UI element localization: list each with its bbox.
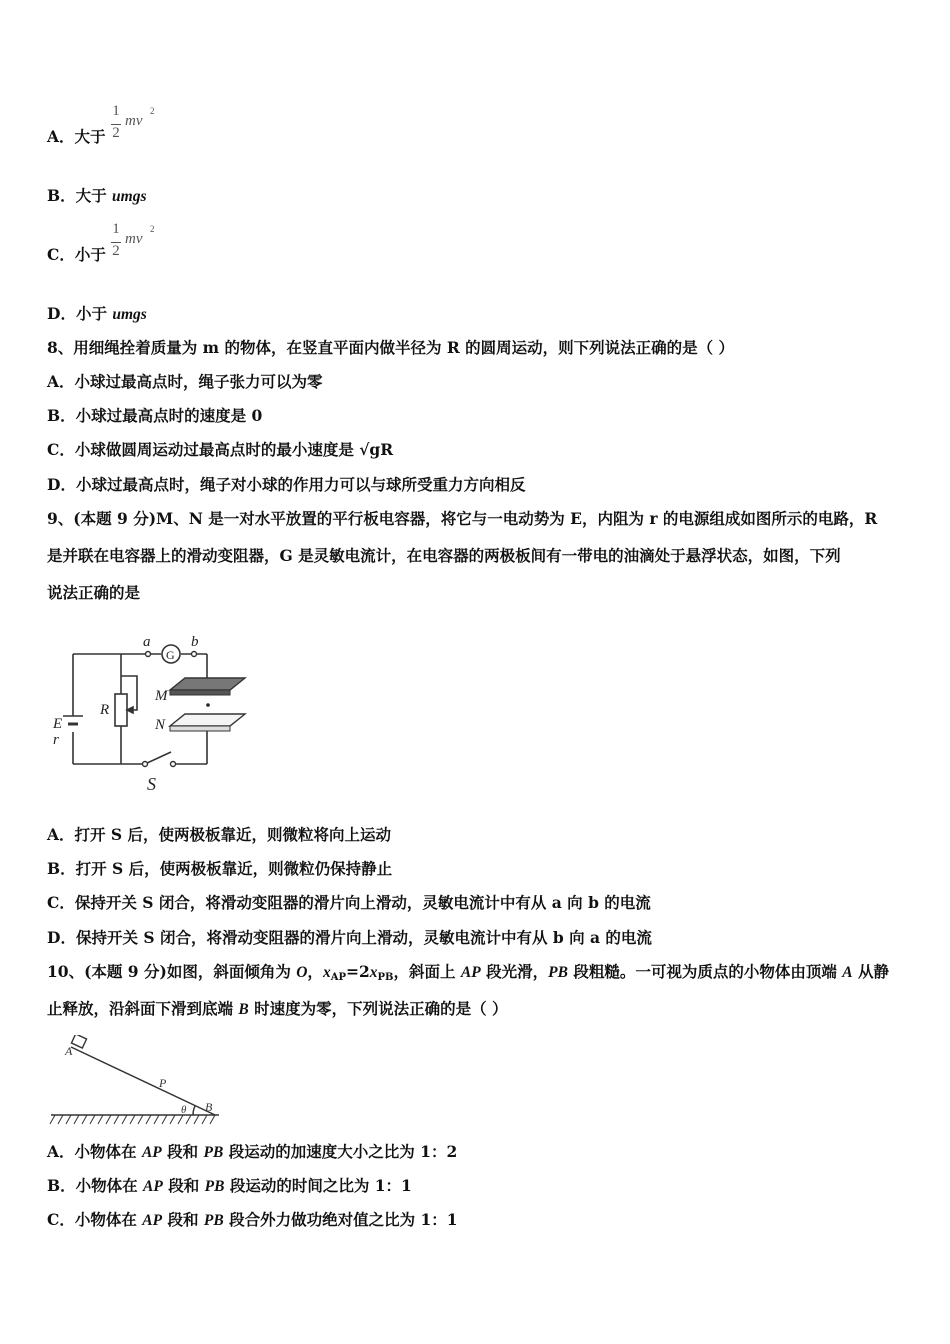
option-text: 打开 S 后，使两极板靠近，则微粒仍保持静止	[75, 859, 393, 878]
point-b: B	[238, 1001, 249, 1018]
option-text: 段和	[162, 1210, 204, 1229]
stem-text: ，斜面上	[393, 962, 461, 981]
option-label: B．	[47, 1176, 76, 1195]
q10-option-b[interactable]	[47, 1176, 412, 1197]
option-label: C．	[47, 1210, 75, 1229]
q7-option-a[interactable]	[47, 127, 106, 147]
capacitor-plate-m-top	[170, 678, 245, 690]
option-text: 段运动的加速度大小之比为 1：2	[223, 1142, 458, 1161]
q8-option-d[interactable]	[47, 475, 525, 495]
segment-ap: AP	[460, 964, 481, 981]
segment-pb: PB	[204, 1178, 225, 1195]
q7-option-c[interactable]	[47, 245, 106, 265]
label-n: N	[155, 717, 166, 733]
option-text: 小于	[74, 245, 106, 264]
label-g: G	[166, 648, 175, 662]
half-mv-squared-expression	[111, 103, 161, 148]
stem-text: 从静	[852, 962, 889, 981]
option-text: 段和	[161, 1142, 204, 1161]
q7-option-b[interactable]	[47, 186, 147, 207]
q10-stem-line-2	[47, 999, 508, 1020]
half-mv-squared-expression	[111, 221, 161, 266]
segment-ap: AP	[141, 1144, 162, 1161]
option-text: 小物体在	[74, 1142, 142, 1161]
fraction-denominator: 2	[112, 125, 120, 141]
q9-stem-line-3: 说法正确的是	[47, 583, 141, 602]
resistor-body	[115, 694, 127, 726]
option-text: 小球过最高点时，绳子张力可以为零	[74, 372, 323, 391]
q7-option-d[interactable]	[47, 304, 147, 325]
stem-text: 10、(本题 9 分)如图，斜面倾角为	[47, 962, 297, 981]
option-text: 小物体在	[74, 1210, 143, 1229]
fraction-denominator: 2	[112, 243, 120, 259]
label-r-internal: r	[53, 732, 59, 748]
stem-text: ，	[307, 962, 323, 981]
terminal-a	[146, 652, 151, 657]
rheostat-slider-arrow	[127, 707, 133, 713]
option-text: 小于	[75, 304, 107, 323]
stem-text: 止释放，沿斜面下滑到底端	[47, 999, 239, 1018]
option-text: 打开 S 后，使两极板靠近，则微粒将向上运动	[74, 825, 392, 844]
option-label: B．	[47, 186, 76, 205]
segment-ap: AP	[142, 1212, 163, 1229]
option-label: B．	[47, 406, 76, 425]
q10-option-a[interactable]	[47, 1142, 457, 1163]
option-text: 大于	[75, 186, 107, 205]
option-text: 段和	[162, 1176, 205, 1195]
option-text: 小物体在	[75, 1176, 144, 1195]
option-text: 大于	[74, 127, 106, 146]
label-a: a	[143, 634, 151, 650]
q9-option-c[interactable]	[47, 893, 651, 913]
rheostat-slider-wire	[121, 676, 137, 710]
stem-text: 段光滑，	[480, 962, 549, 981]
superscript-2: 2	[150, 224, 155, 234]
q10-stem-line-1	[47, 962, 889, 988]
label-s: S	[147, 774, 156, 794]
q9-option-a[interactable]	[47, 825, 391, 845]
option-label: A．	[47, 127, 75, 146]
option-text: 小球过最高点时的速度是 0	[75, 406, 263, 425]
option-label: A．	[47, 372, 75, 391]
option-text: 保持开关 S 闭合，将滑动变阻器的滑片向上滑动，灵敏电流计中有从 a 向 b 的电流	[74, 893, 651, 912]
small-block	[71, 1035, 86, 1048]
fraction-numerator: 1	[112, 103, 120, 119]
switch-pivot	[143, 762, 148, 767]
option-text: 段运动的时间之比为 1：1	[224, 1176, 412, 1195]
q8-option-c[interactable]	[47, 440, 393, 460]
option-label: A．	[47, 825, 75, 844]
option-text: 保持开关 S 闭合，将滑动变阻器的滑片向上滑动，灵敏电流计中有从 b 向 a 的电流	[75, 928, 652, 947]
x-symbol: x	[322, 964, 331, 981]
q8-option-a[interactable]	[47, 372, 323, 392]
option-label: C．	[47, 440, 75, 459]
option-text: 段合外力做功绝对值之比为 1：1	[223, 1210, 458, 1229]
subscript-pb: PB	[377, 972, 394, 983]
equals-two: =2	[345, 962, 370, 981]
segment-pb: PB	[203, 1144, 224, 1161]
option-label: A．	[47, 1142, 75, 1161]
label-r-resistor: R	[100, 702, 110, 718]
option-label: D．	[47, 928, 76, 947]
umgs-expression: umgs	[112, 188, 147, 205]
incline-figure	[47, 1035, 227, 1130]
q8-stem: 8、用细绳拴着质量为 m 的物体，在竖直平面内做半径为 R 的圆周运动，则下列说法正确的是（ ）	[47, 338, 735, 357]
option-label: C．	[47, 893, 75, 912]
segment-ap: AP	[143, 1178, 163, 1195]
switch-blade	[145, 752, 171, 764]
option-label: D．	[47, 475, 76, 494]
mv-term: mv	[125, 231, 143, 247]
fraction-numerator: 1	[112, 221, 120, 237]
label-p: P	[159, 1076, 167, 1090]
segment-pb: PB	[548, 964, 568, 981]
option-label: D．	[47, 304, 76, 323]
stem-text: 段粗糙。一可视为质点的小物体由顶端	[567, 962, 843, 981]
q9-stem-line-1: 9、(本题 9 分)M、N 是一对水平放置的平行板电容器，将它与一电动势为 E，内阻为 r 的电源组成如图所示的电路，R	[47, 509, 878, 528]
option-text: 小球过最高点时，绳子对小球的作用力可以与球所受重力方向相反	[75, 475, 526, 494]
incline-surface	[71, 1047, 215, 1115]
label-m: M	[155, 688, 168, 704]
superscript-2: 2	[150, 106, 155, 116]
stem-text: 时速度为零，下列说法正确的是（ ）	[248, 999, 508, 1018]
mv-term: mv	[125, 113, 143, 129]
option-label: B．	[47, 859, 76, 878]
label-b: b	[191, 634, 199, 650]
label-a: A	[65, 1044, 73, 1058]
umgs-expression: umgs	[112, 306, 147, 323]
ground-hatching	[50, 1115, 215, 1124]
point-a: A	[842, 964, 853, 981]
capacitor-circuit-figure	[45, 628, 260, 798]
label-e: E	[53, 716, 63, 732]
q10-option-c[interactable]	[47, 1210, 458, 1231]
x-symbol: x	[369, 964, 378, 981]
angle-symbol: O	[296, 964, 308, 981]
terminal-b	[192, 652, 197, 657]
angle-arc	[193, 1106, 195, 1115]
segment-pb: PB	[203, 1212, 224, 1229]
q9-stem-line-2: 是并联在电容器上的滑动变阻器，G 是灵敏电流计，在电容器的两极板间有一带电的油滴处于悬浮状态，如图，下列	[47, 546, 841, 565]
capacitor-plate-n-top	[170, 714, 245, 726]
subscript-ap: AP	[330, 972, 346, 983]
label-theta: θ	[181, 1104, 187, 1116]
q9-option-b[interactable]	[47, 859, 392, 879]
q9-option-d[interactable]	[47, 928, 652, 948]
switch-contact	[171, 762, 176, 767]
option-text: 小球做圆周运动过最高点时的最小速度是 √gR	[74, 440, 394, 459]
option-label: C．	[47, 245, 75, 264]
capacitor-plate-m-side	[170, 690, 230, 695]
label-b: B	[205, 1100, 213, 1114]
oil-droplet	[206, 703, 210, 707]
q8-option-b[interactable]	[47, 406, 262, 426]
capacitor-plate-n-side	[170, 726, 230, 731]
